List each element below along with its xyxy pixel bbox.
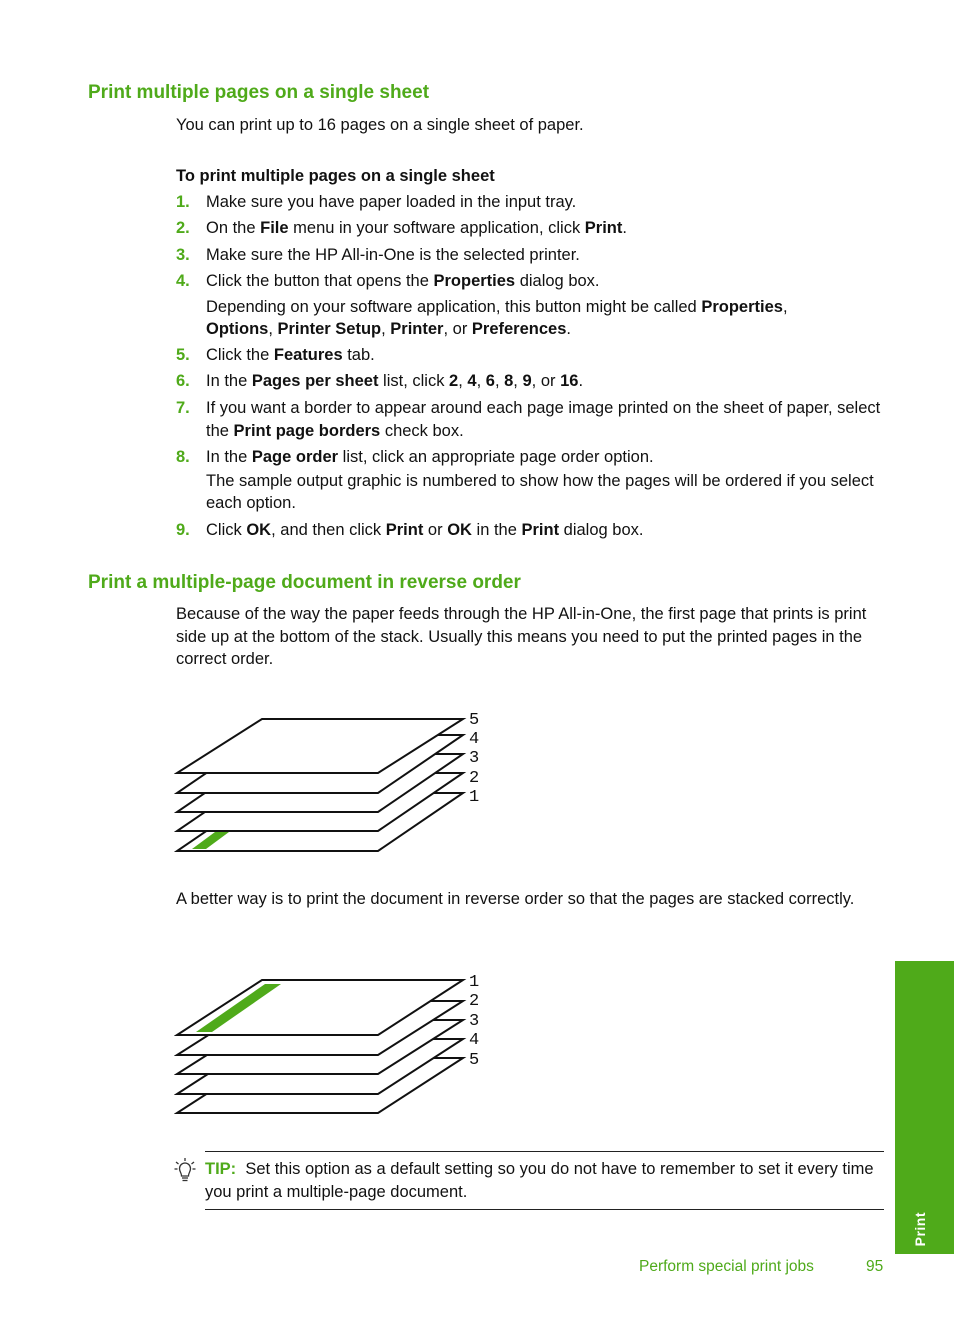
step-text: Click the button that opens the Properties dialog box. — [206, 272, 600, 290]
step-5 — [176, 344, 888, 367]
step-7 — [176, 397, 888, 442]
step-6 — [176, 370, 888, 393]
page-number-label: 3 — [469, 1012, 480, 1031]
stack-diagram-reverse-order — [174, 968, 494, 1120]
page-number-label: 5 — [469, 1051, 480, 1070]
step-9 — [176, 519, 888, 542]
tip-text: Set this option as a default setting so you do not have to remember to set it every time you print a multiple-page document. — [205, 1160, 874, 1201]
section-heading-reverse-order: Print a multiple-page document in reverse order — [88, 572, 521, 593]
step-1 — [176, 191, 888, 214]
procedure-title: To print multiple pages on a single sheet — [176, 167, 495, 185]
step-note: Depending on your software application, this button might be called Properties, Options, Printer Setup, Printer, or Preferences. — [206, 297, 788, 338]
stack-diagram-normal-order — [174, 706, 494, 858]
step-text: Click OK, and then click Print or OK in the Print dialog box. — [206, 521, 644, 539]
section-heading-multiple-pages: Print multiple pages on a single sheet — [88, 82, 430, 103]
better-way-paragraph: A better way is to print the document in reverse order so that the pages are stacked correctly. — [176, 890, 855, 908]
page-number-label: 1 — [469, 973, 480, 992]
reverse-order-paragraph: Because of the way the paper feeds through the HP All-in-One, the first page that prints is print side up at the bottom of the stack. Usually this means you need to put the printed pages in the correct order. — [176, 605, 867, 668]
step-text: Make sure you have paper loaded in the input tray. — [206, 193, 577, 211]
tip-bottom-rule — [205, 1209, 884, 1210]
step-number: 8. — [176, 448, 190, 466]
step-number: 6. — [176, 372, 190, 390]
step-3 — [176, 244, 888, 267]
page-number-label: 4 — [469, 1031, 480, 1050]
step-text: On the File menu in your software application, click Print. — [206, 219, 627, 237]
page-number-label: 3 — [469, 749, 480, 768]
tip-top-rule — [205, 1151, 884, 1152]
step-text: Click the Features tab. — [206, 346, 375, 364]
step-number: 1. — [176, 193, 190, 211]
chapter-tab — [895, 961, 954, 1254]
step-note: The sample output graphic is numbered to show how the pages will be ordered if you select each option. — [206, 471, 874, 512]
chapter-tab-label: Print — [912, 1211, 928, 1246]
page-number-label: 2 — [469, 992, 480, 1011]
tip-box — [205, 1158, 875, 1203]
step-text: If you want a border to appear around each page image printed on the sheet of paper, select the Print page borders check box. — [206, 399, 881, 440]
step-text: In the Pages per sheet list, click 2, 4, 6, 8, 9, or 16. — [206, 372, 584, 390]
step-8 — [176, 446, 888, 515]
page-number-label: 4 — [469, 730, 480, 749]
step-number: 4. — [176, 272, 190, 290]
step-2 — [176, 217, 888, 240]
step-text: In the Page order list, click an appropriate page order option. — [206, 448, 654, 466]
step-number: 3. — [176, 246, 190, 264]
footer-section-title: Perform special print jobs — [639, 1258, 814, 1275]
intro-paragraph: You can print up to 16 pages on a single sheet of paper. — [176, 116, 584, 134]
page-number-label: 1 — [469, 788, 480, 807]
page-number-label: 2 — [469, 769, 480, 788]
step-number: 7. — [176, 399, 190, 417]
tip-label: TIP: — [205, 1160, 237, 1178]
page-number: 95 — [866, 1258, 884, 1275]
step-text: Make sure the HP All-in-One is the selected printer. — [206, 246, 580, 264]
step-number: 5. — [176, 346, 190, 364]
step-4 — [176, 270, 888, 341]
page-number-label: 5 — [469, 711, 480, 730]
step-number: 2. — [176, 219, 190, 237]
lightbulb-icon — [174, 1157, 196, 1183]
step-number: 9. — [176, 521, 190, 539]
